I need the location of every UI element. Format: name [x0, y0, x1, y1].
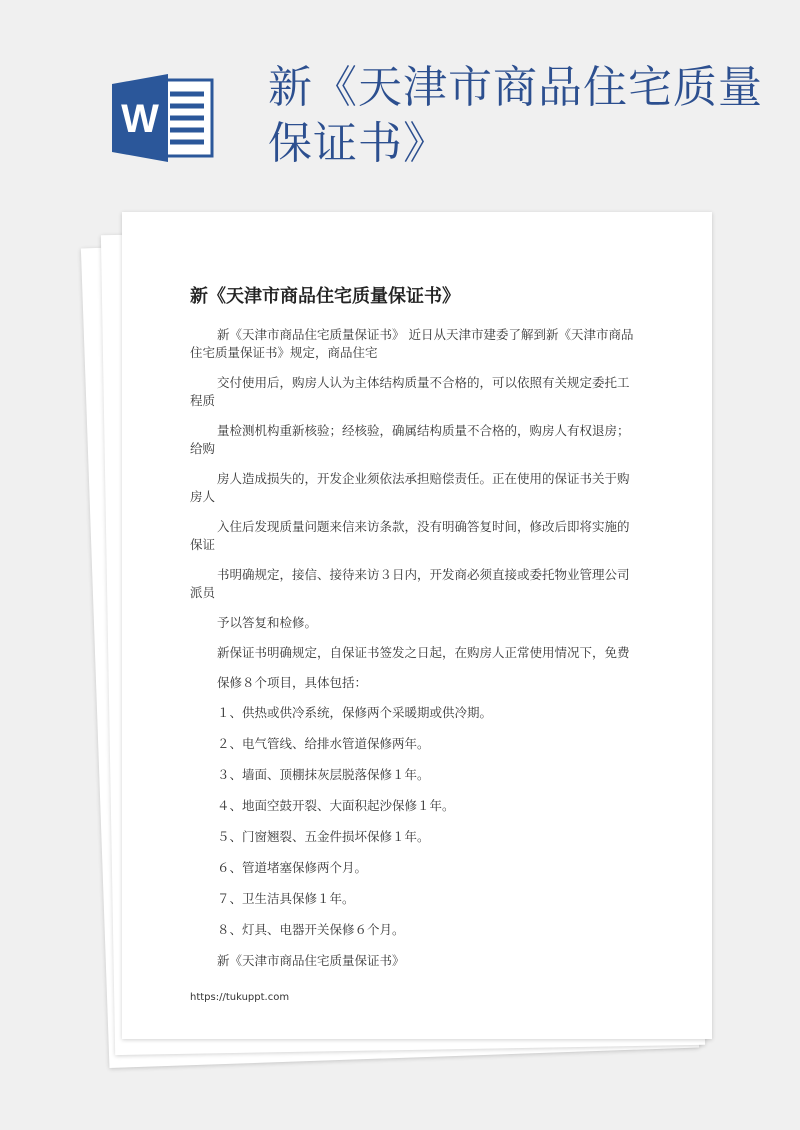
list-item: ５、门窗翘裂、五金件损坏保修１年。	[217, 829, 430, 844]
paragraph: 书明确规定，接信、接待来访３日内，开发商必须直接或委托物业管理公司派员	[190, 567, 630, 600]
document-title: 新《天津市商品住宅质量保证书》	[190, 286, 460, 307]
page-title: 新《天津市商品住宅质量保证书》	[268, 62, 763, 169]
list-item: １、供热或供冷系统，保修两个采暖期或供冷期。	[217, 705, 493, 720]
paragraph: 新保证书明确规定，自保证书签发之日起，在购房人正常使用情况下，免费	[217, 645, 630, 660]
list-item: ４、地面空鼓开裂、大面积起沙保修１年。	[217, 798, 455, 813]
source-url[interactable]: https://tukuppt.com	[190, 992, 290, 1003]
list-item: ６、管道堵塞保修两个月。	[217, 860, 368, 875]
paragraph: 交付使用后，购房人认为主体结构质量不合格的，可以依照有关规定委托工程质	[190, 375, 630, 408]
paragraph: 予以答复和检修。	[217, 615, 318, 630]
list-item: ３、墙面、顶棚抹灰层脱落保修１年。	[217, 767, 430, 782]
paragraph: 保修８个项目，具体包括：	[217, 675, 368, 690]
word-icon-letter: W	[121, 97, 159, 141]
paragraph: 新《天津市商品住宅质量保证书》	[217, 953, 405, 968]
paragraph: 新《天津市商品住宅质量保证书》 近日从天津市建委了解到新《天津市商品住宅质量保证书》规定，商品住宅	[190, 327, 634, 360]
paragraph: 量检测机构重新核验；经核验，确属结构质量不合格的，购房人有权退房；给购	[190, 423, 630, 456]
document-page	[122, 212, 712, 1039]
list-item: ８、灯具、电器开关保修６个月。	[217, 922, 405, 937]
word-document-icon	[112, 74, 214, 162]
paragraph: 入住后发现质量问题来信来访条款，没有明确答复时间，修改后即将实施的保证	[190, 519, 630, 552]
list-item: ７、卫生洁具保修１年。	[217, 891, 355, 906]
document-body	[190, 326, 640, 982]
list-item: ２、电气管线、给排水管道保修两年。	[217, 736, 430, 751]
paragraph: 房人造成损失的，开发企业须依法承担赔偿责任。正在使用的保证书关于购房人	[190, 471, 630, 504]
